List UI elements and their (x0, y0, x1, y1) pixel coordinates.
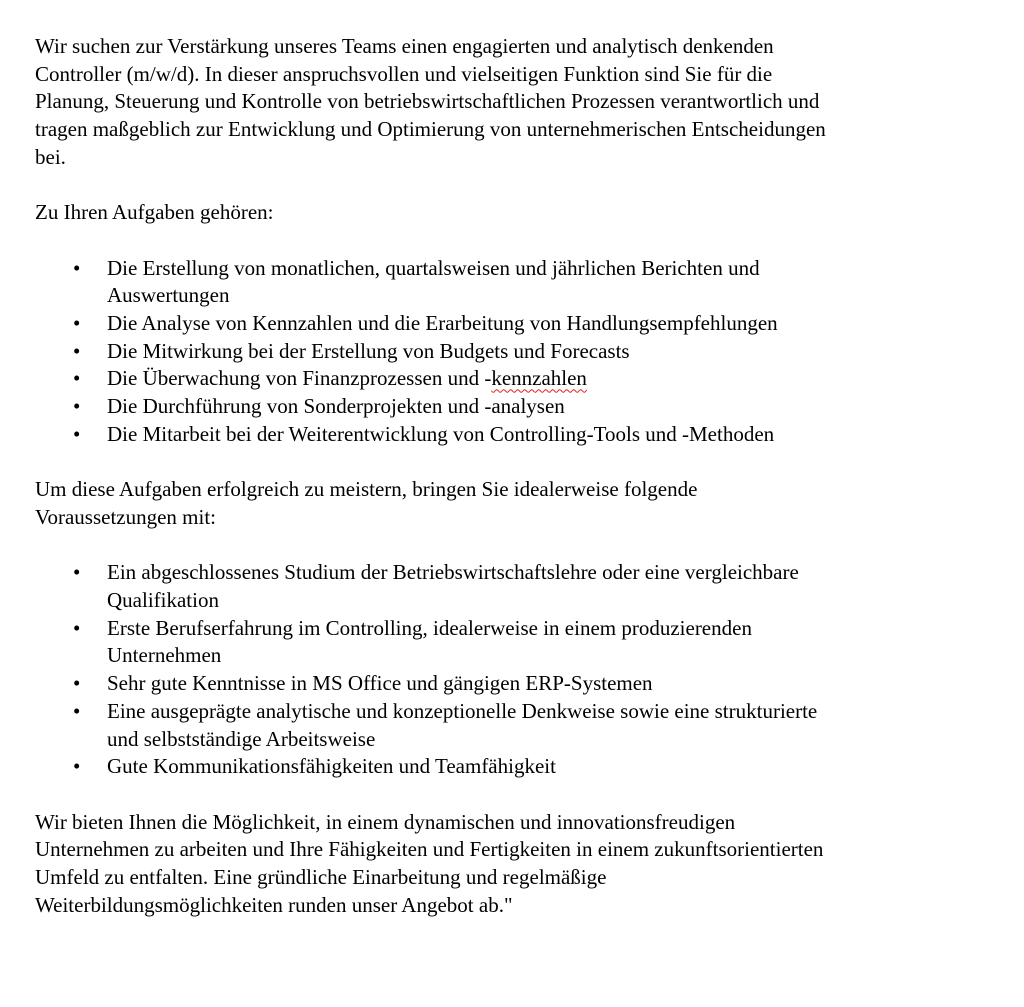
bullet-icon: • (73, 311, 81, 335)
bullet-icon: • (73, 421, 81, 446)
list-item-text: Die Erstellung von monatlichen, quartalsweisen und jährlichen Berichten und Auswertungen (107, 255, 760, 308)
document-body[interactable] (35, 33, 995, 919)
requirements-heading (35, 476, 995, 531)
list-item (35, 255, 995, 310)
intro-line: bei. (35, 144, 66, 169)
requirements-list (35, 559, 995, 781)
intro-line: Controller (m/w/d). In dieser anspruchsvollen und vielseitigen Funktion sind Sie für die (35, 61, 773, 86)
requirements-heading-line: Voraussetzungen mit: (35, 504, 217, 529)
empty-line (35, 449, 995, 477)
offer-line: Umfeld zu entfalten. Eine gründliche Einarbeitung und regelmäßige (35, 865, 607, 890)
intro-line: tragen maßgeblich zur Entwicklung und Optimierung von unternehmerischen Entscheidungen (35, 117, 826, 142)
empty-line (35, 532, 995, 560)
requirements-heading-line: Um diese Aufgaben erfolgreich zu meistern, bringen Sie idealerweise folgende (35, 477, 698, 502)
bullet-icon: • (73, 338, 81, 363)
empty-line (35, 172, 995, 200)
list-item-text: Die Mitwirkung bei der Erstellung von Budgets und Forecasts (107, 338, 630, 363)
bullet-icon: • (73, 366, 81, 391)
tasks-heading: Zu Ihren Aufgaben gehören: (35, 200, 274, 225)
empty-line (35, 781, 995, 809)
bullet-icon: • (73, 754, 81, 779)
list-item (35, 365, 995, 393)
list-item (35, 393, 995, 421)
list-item (35, 753, 995, 781)
list-item (35, 310, 995, 338)
offer-paragraph (35, 809, 995, 920)
empty-line (35, 227, 995, 255)
list-item-text: Ein abgeschlossenes Studium der Betriebswirtschaftslehre oder eine vergleichbare Qualifikation (107, 560, 799, 612)
list-item-text: Die Analyse von Kennzahlen und die Erarbeitung von Handlungsempfehlungen (107, 311, 778, 335)
intro-line: Wir suchen zur Verstärkung unseres Teams einen engagierten und analytisch denkenden (35, 34, 774, 58)
list-item (35, 615, 995, 670)
bullet-icon: • (73, 255, 81, 280)
list-item-text: Erste Berufserfahrung im Controlling, idealerweise in einem produzierenden Unternehmen (107, 615, 752, 668)
spellcheck-flagged-word[interactable]: kennzahlen (491, 366, 587, 391)
intro-paragraph (35, 33, 995, 172)
list-item (35, 559, 995, 614)
bullet-icon: • (73, 671, 81, 696)
offer-line: Weiterbildungsmöglichkeiten runden unser Angebot ab." (35, 892, 513, 917)
bullet-icon: • (73, 698, 81, 723)
bullet-icon: • (73, 560, 81, 585)
list-item-text: Gute Kommunikationsfähigkeiten und Teamfähigkeit (107, 754, 556, 779)
list-item-text: Die Überwachung von Finanzprozessen und - (107, 366, 492, 391)
bullet-icon: • (73, 615, 81, 640)
list-item-text: Sehr gute Kenntnisse in MS Office und gängigen ERP-Systemen (107, 671, 653, 696)
offer-line: Wir bieten Ihnen die Möglichkeit, in einem dynamischen und innovationsfreudigen (35, 809, 736, 834)
list-item-text: Die Durchführung von Sonderprojekten und -analysen (107, 394, 565, 419)
list-item (35, 421, 995, 449)
list-item-text: Die Mitarbeit bei der Weiterentwicklung von Controlling-Tools und -Methoden (107, 421, 775, 446)
offer-line: Unternehmen zu arbeiten und Ihre Fähigkeiten und Fertigkeiten in einem zukunftsorientierten (35, 837, 824, 862)
list-item-text: Eine ausgeprägte analytische und konzeptionelle Denkweise sowie eine strukturierte und selbstständige Arbeitsweise (107, 698, 818, 751)
bullet-icon: • (73, 394, 81, 419)
tasks-list (35, 255, 995, 449)
intro-line: Planung, Steuerung und Kontrolle von betriebswirtschaftlichen Prozessen verantwortlich und (35, 89, 820, 114)
list-item (35, 338, 995, 366)
list-item (35, 670, 995, 698)
list-item (35, 698, 995, 753)
